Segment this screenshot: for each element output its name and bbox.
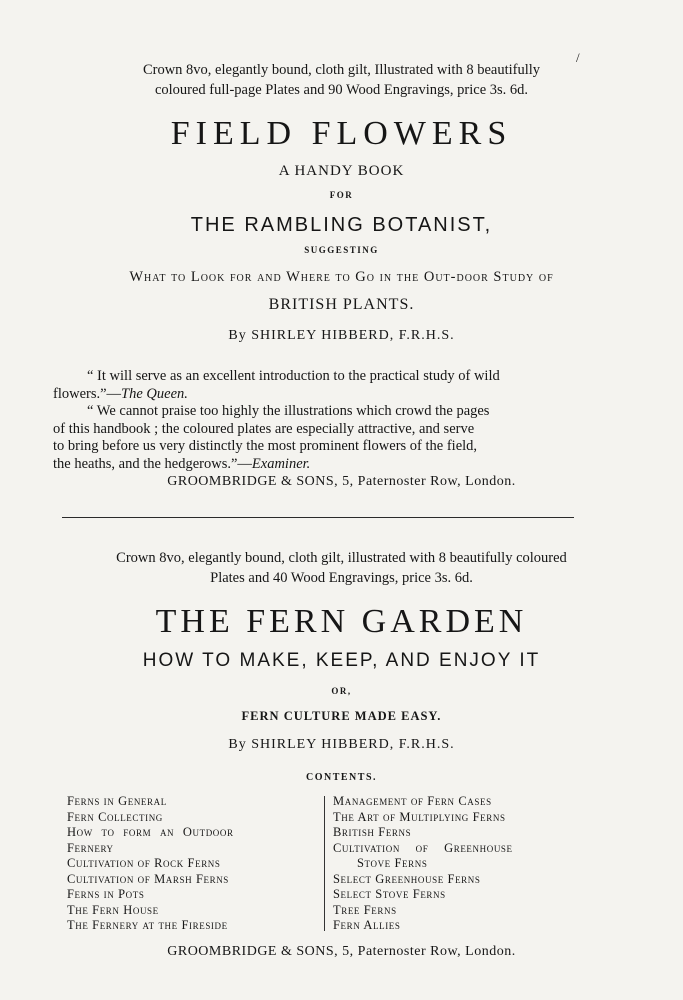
review-queen-source: The Queen.: [121, 385, 188, 402]
review-queen-text: flowers.”—: [53, 385, 122, 402]
fern-garden-lead: [0, 549, 683, 588]
contents-column-divider: [324, 796, 325, 931]
fern-garden-lead-line2: Plates and 40 Wood Engravings, price 3s. 6d.: [210, 570, 473, 586]
contents-item: The Fernery at the Fireside: [67, 918, 228, 932]
field-flowers-lead-line2: coloured full-page Plates and 90 Wood Engravings, price 3s. 6d.: [154, 82, 529, 98]
contents-item: Stove Ferns: [357, 856, 428, 870]
field-flowers-title: FIELD FLOWERS: [170, 115, 513, 152]
contents-left-column: [67, 794, 317, 934]
field-flowers-publisher: GROOMBRIDGE & SONS, 5, Paternoster Row, London.: [167, 474, 516, 489]
review-examiner-line1: “ We cannot praise too highly the illustrations which crowd the pages: [87, 403, 490, 419]
contents-item: Ferns in Pots: [67, 887, 145, 901]
contents-item: Fern Allies: [333, 918, 401, 932]
field-flowers-for: FOR: [329, 190, 354, 200]
review-queen-line2: [53, 386, 575, 404]
contents-item: Fern Collecting: [67, 809, 163, 824]
fern-garden-culture: FERN CULTURE MADE EASY.: [241, 709, 442, 723]
contents-item: Select Stove Ferns: [333, 887, 446, 901]
review-examiner-source: Examiner.: [251, 455, 311, 472]
contents-item: How to form an Outdoor: [67, 825, 234, 839]
field-flowers-lead-line1: Crown 8vo, elegantly bound, cloth gilt, Illustrated with 8 beautifully: [142, 62, 541, 78]
field-flowers-suggesting: SUGGESTING: [304, 245, 379, 255]
field-flowers-what-to-look: What to Look for and Where to Go in the Out-door Study of: [129, 269, 554, 285]
contents-item: Cultivation of Marsh Ferns: [67, 871, 229, 886]
fern-garden-lead-line1: Crown 8vo, elegantly bound, cloth gilt, illustrated with 8 beautifully coloured: [116, 550, 567, 566]
review-examiner-text: the heaths, and the hedgerows.”—: [53, 455, 252, 472]
field-flowers-lead: [0, 61, 683, 100]
contents-item: Tree Ferns: [333, 902, 397, 917]
contents-item: British Ferns: [333, 825, 412, 839]
review-queen-line1: “ It will serve as an excellent introduction to the practical study of wild: [87, 368, 500, 384]
review-examiner-line2: of this handbook ; the coloured plates are especially attractive, and serve: [53, 420, 475, 437]
review-examiner-line3: to bring before us very distinctly the most prominent flowers of the field,: [53, 438, 478, 454]
contents-item: Ferns in General: [67, 794, 167, 808]
field-flowers-author: By SHIRLEY HIBBERD, F.R.H.S.: [228, 328, 455, 343]
contents-item: Fernery: [67, 840, 114, 855]
fern-garden-author: By SHIRLEY HIBBERD, F.R.H.S.: [228, 737, 455, 752]
section-divider: [62, 517, 574, 518]
field-flowers-rambling: THE RAMBLING BOTANIST,: [190, 214, 493, 236]
field-flowers-british-plants: BRITISH PLANTS.: [268, 296, 415, 313]
fern-garden-title: THE FERN GARDEN: [155, 603, 528, 640]
contents-item: Cultivation of Rock Ferns: [67, 856, 221, 870]
contents-item: Select Greenhouse Ferns: [333, 871, 481, 886]
contents-item: Management of Fern Cases: [333, 794, 492, 808]
fern-garden-publisher: GROOMBRIDGE & SONS, 5, Paternoster Row, London.: [167, 944, 516, 959]
review-examiner-line4: [53, 456, 575, 474]
field-flowers-subtitle: A HANDY BOOK: [278, 163, 405, 179]
fern-garden-contents: [67, 794, 584, 933]
fern-garden-or: OR,: [331, 686, 352, 696]
contents-item: The Fern House: [67, 902, 159, 917]
contents-right-column: [333, 794, 583, 934]
field-flowers-reviews: [53, 368, 575, 473]
corner-mark: /: [576, 50, 580, 65]
contents-item: Cultivation of Greenhouse: [333, 840, 513, 855]
fern-garden-contents-heading: CONTENTS.: [305, 772, 377, 783]
fern-garden-subtitle: HOW TO MAKE, KEEP, AND ENJOY IT: [142, 650, 541, 671]
contents-item: The Art of Multiplying Ferns: [333, 809, 506, 824]
